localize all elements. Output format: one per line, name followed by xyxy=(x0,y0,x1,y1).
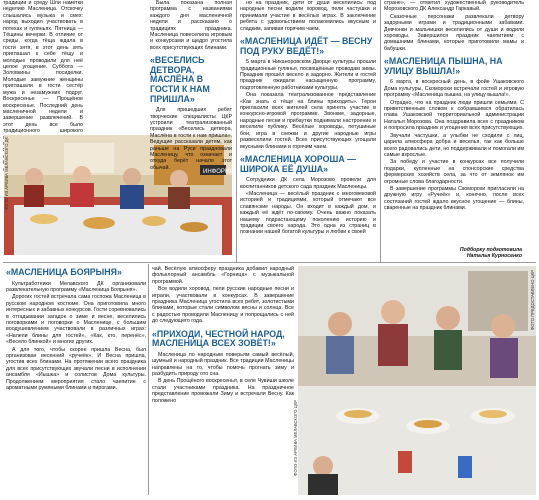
col1-bottom-paragraph-3: А для того, чтобы скорее пришла Весна, был организован весенний «ручеёк». И Весна пришла, угостив всех блинами. На протяжении всего праздника для всех присутствующих звучали песни в исполнении ансамбля «Иышка» и солистов Дома культуры. Продолжением мероприятия стало чаепитие с ароматными румяными блинами и пирогами. xyxy=(6,346,146,392)
column-rule xyxy=(148,264,149,495)
credit-name: Наталья Курносенко xyxy=(466,253,522,259)
col2-bottom-paragraph-4: В день Прощёного воскресенья, в селе Чувиши школе стали участниками праздника. На праздничное представление провожали Зиму и встречали Весну. Как положено xyxy=(152,378,294,404)
section-divider xyxy=(3,262,536,263)
col4-paragraph-3: Звучали частушки, а улыбки не сходили с лиц, царила атмосфера добра и веселья, так как больше всего радовались дети, но поддерживали и помогали им самые взрослые. xyxy=(384,132,524,158)
headline-maslenitsa-khorosha: «МАСЛЕНИЦА ХОРОША — ШИРОКА ЕЁ ДУША» xyxy=(240,153,356,174)
col2-bottom-paragraph-3: Масленица по народным поверьям самый весёлый, шумный и народный праздник. Все традиции Масленицы направлены на то, чтобы помочь прогнать зиму и разбудить природу ото сна. xyxy=(152,351,294,378)
photo-children-illustration xyxy=(298,266,536,495)
author-credit xyxy=(410,247,522,259)
column-1-top xyxy=(3,0,83,135)
column-4 xyxy=(384,0,524,245)
column-3-top xyxy=(240,0,376,262)
col4-intro-2: Сказочные персонажи развлекали детвору задорными играми и традиционными забавами. Девчонки и мальчишки веселились от души и водили хороводы. Завершился праздник чаепитием с домашними блинами, которые приготовили мамы и бабушки. xyxy=(384,13,524,52)
col4-paragraph-5: В завершение программы Скоморохи пригласили на дружную игру «Ручеёк» и, конечно, после всех состязаний гостей ждало вкусное угощение — блины, сваренные на праздник блинами. xyxy=(384,185,524,212)
credit-label: Подборку подготовила xyxy=(459,247,522,253)
col2-bottom-paragraph-1: чай. Весёлую атмосферу праздника добавил народный фольклорный ансамбль «Горница» с музыкальной программой. xyxy=(152,266,294,285)
photo-caption: ФОТО ИЗ АРХИВА МЕЛАВСКОГО ДК xyxy=(4,137,9,210)
col3-paragraph-3: Сотрудники ДК села Морозово провели для воспитанников детского сада праздник Масленицы. xyxy=(240,177,376,190)
headline-maslenitsa-idet: «МАСЛЕНИЦА ИДЁТ — ВЕСНУ ПОД РУКУ ВЕДЁТ!» xyxy=(240,36,373,56)
svg-text:ИНФОРМАЦ: ИНФОРМАЦ xyxy=(203,169,239,175)
photo-caption-left: ФОТО ИЗ АРХИВА МЕЛАВСКОГО ЦКР xyxy=(293,400,298,476)
column-2-bottom xyxy=(152,266,294,495)
col4-paragraph-2: Отрадно, что на праздник люди пришли семьями. С приветственным словом к собравшимся обратилась глава Ушаковской территориальной администрации Наталья Морозова. Она поздравила всех с праздником и попросила праздник и угощения всех присутствующих. xyxy=(384,99,524,132)
column-1-bottom xyxy=(6,266,146,495)
photo-children-celebration xyxy=(298,266,536,495)
headline-veselis-detvora: «ВЕСЕЛИСЬ ДЕТВОРА, МАСЛЁНА В ГОСТИ К НАМ ПРИШЛА» xyxy=(150,55,210,104)
col3-paragraph-4: «Масленица — весёлый праздник с многовековой историей и традициями, который отмечают все славянские народы. Он входит в каждый дом, и каждый её ждёт по-своему. Очень важно показать нашему подрастающему поколению историю и традиции своего народа. Это одна из страниц в познании нашей богатой культуры и любви к своей xyxy=(240,190,376,236)
col1-paragraph: традиции и среду Шли наметки неделию Масленица. Отскочку слышались музыка и смех: народ выходил участвовать в потехах и гуляньях. Пятница — Тёщины вечерки. В отличие от среды, когда тёща ждала в гости зятя, в этот день зять приглашал к себе тёщу и молодые проводили для неё целое угощение. Суббота — Золовкины посиделки. Молодые замужние женщины приглашали в гости сестёр мужа и незамужних подруг. Воскресенье — Прощёное воскресенье. Последний день масленичной недели и завершение развлечений. В этот день все было традиционного широкого xyxy=(3,0,83,135)
column-2-top xyxy=(150,0,232,171)
headline-maslenitsa-pyshna: «МАСЛЕНИЦА ПЫШНА, НА УЛИЦУ ВЫШЛА!» xyxy=(384,56,503,76)
col2-intro: Была показана полная программа с названиями каждого дня масленичной недели и рассказано о традициях праздника. Масленица повеселила игровым и конкурсами и щедро угостила всех присутствующих блинами. xyxy=(150,0,232,51)
col4-intro-1: стране», — отметил художественный руководитель Морозовского ДК Александр Гаркавый. xyxy=(384,0,524,13)
col3-paragraph-2: Она показала театрализованное представление «Как знать о тёще на блины приходить». Герои пригласили всех жителей села принять участие в конкурсно-игровой программе. Звонкие, задорные, народные песни и прибаутки поднимали настроение и веселили публику. Весёлые хороводы, петушиные бои, игра в снежки и другие народные игры развеселили гостей. Всех присутствующих угощали вкусными блинами и горячим чаем. xyxy=(240,92,376,150)
col3-paragraph-1: 5 марта в Никаноровском Дворце культуры прошли традиционные гулянья, посвящённые проводам зимы. Праздник прошёл весело и задорно. Жители и гостей праздник ожидали насыщенную программу, подготовленную работниками культуры. xyxy=(240,59,376,91)
col3-intro: но на праздник, дети от души веселились: под народные песни водили хоровод, пели частушки и принимали участие в весёлых играх. В заключение ребята с удовольствием полакомились вкусным и сладким, запивая горячим чаем. xyxy=(240,0,376,32)
col4-paragraph-1: 6 марта, в воскресный день, в фойе Ушаковского Дома культуры, Скоморохи встречали гостей и игровую программу «Масленица пышна, на улицу вышла!». xyxy=(384,79,524,99)
column-rule xyxy=(380,0,381,262)
headline-maslenitsa-boyarynya: «МАСЛЕНИЦА БОЯРЫНЯ» xyxy=(6,267,122,277)
col1-bottom-paragraph-1: Культработники Мелавского ДК организовали развлекательную программу «Масленица Боярыня». xyxy=(6,280,146,293)
column-rule xyxy=(236,0,237,262)
headline-prikhodi-chestnoy-narod: «ПРИХОДИ, ЧЕСТНОЙ НАРОД, МАСЛЕНИЦА ВСЕХ ЗОВЁТ!» xyxy=(152,328,285,349)
col1-bottom-paragraph-2: Дорогих гостей встречала сама госпожа Масленица в русском народном костюме. Она приготовила много интересных и забавных конкурсов. Гости соревновались в отгадывании загадок о зиме и весне, веселились поговорками и поговорки о Масленице, с большим воодушевлением участвовали в различных играх: «Налепи блины для гостей», «Как, кто, перенёс», «Весело блинкой» и многих других. xyxy=(6,294,146,346)
photo-caption: ФОТО ПРЕДОСТАВЛЕНО ЦКР xyxy=(530,270,535,331)
col2-bottom-paragraph-2: Все водили хоровод, пели русские народные песни и играли, участвовали в конкурсах. В завершение праздника Масленица угостила всех ребят, золотистыми блинами, которые стали символом весны и солнца. Все с радостью проводили Масленицу и попрощались с ней до следующего года. xyxy=(152,286,294,325)
col4-paragraph-4: За победу и участие в конкурсах все получили подарки, купленные на спонсорские средства фермерских хозяйств села, за что от землянок им огромные слова благодарности. xyxy=(384,159,524,185)
col2-paragraph: Для пришедших ребят творческие специалисты ЦКР устроили театрализованный праздник «Веселись детвора, Маслёна в гости к нам пришла». Ведущие рассказали детям, как раньше на Руси праздновали Масленицу, что означает и откуда берёт начало этот обычай. xyxy=(150,107,232,171)
